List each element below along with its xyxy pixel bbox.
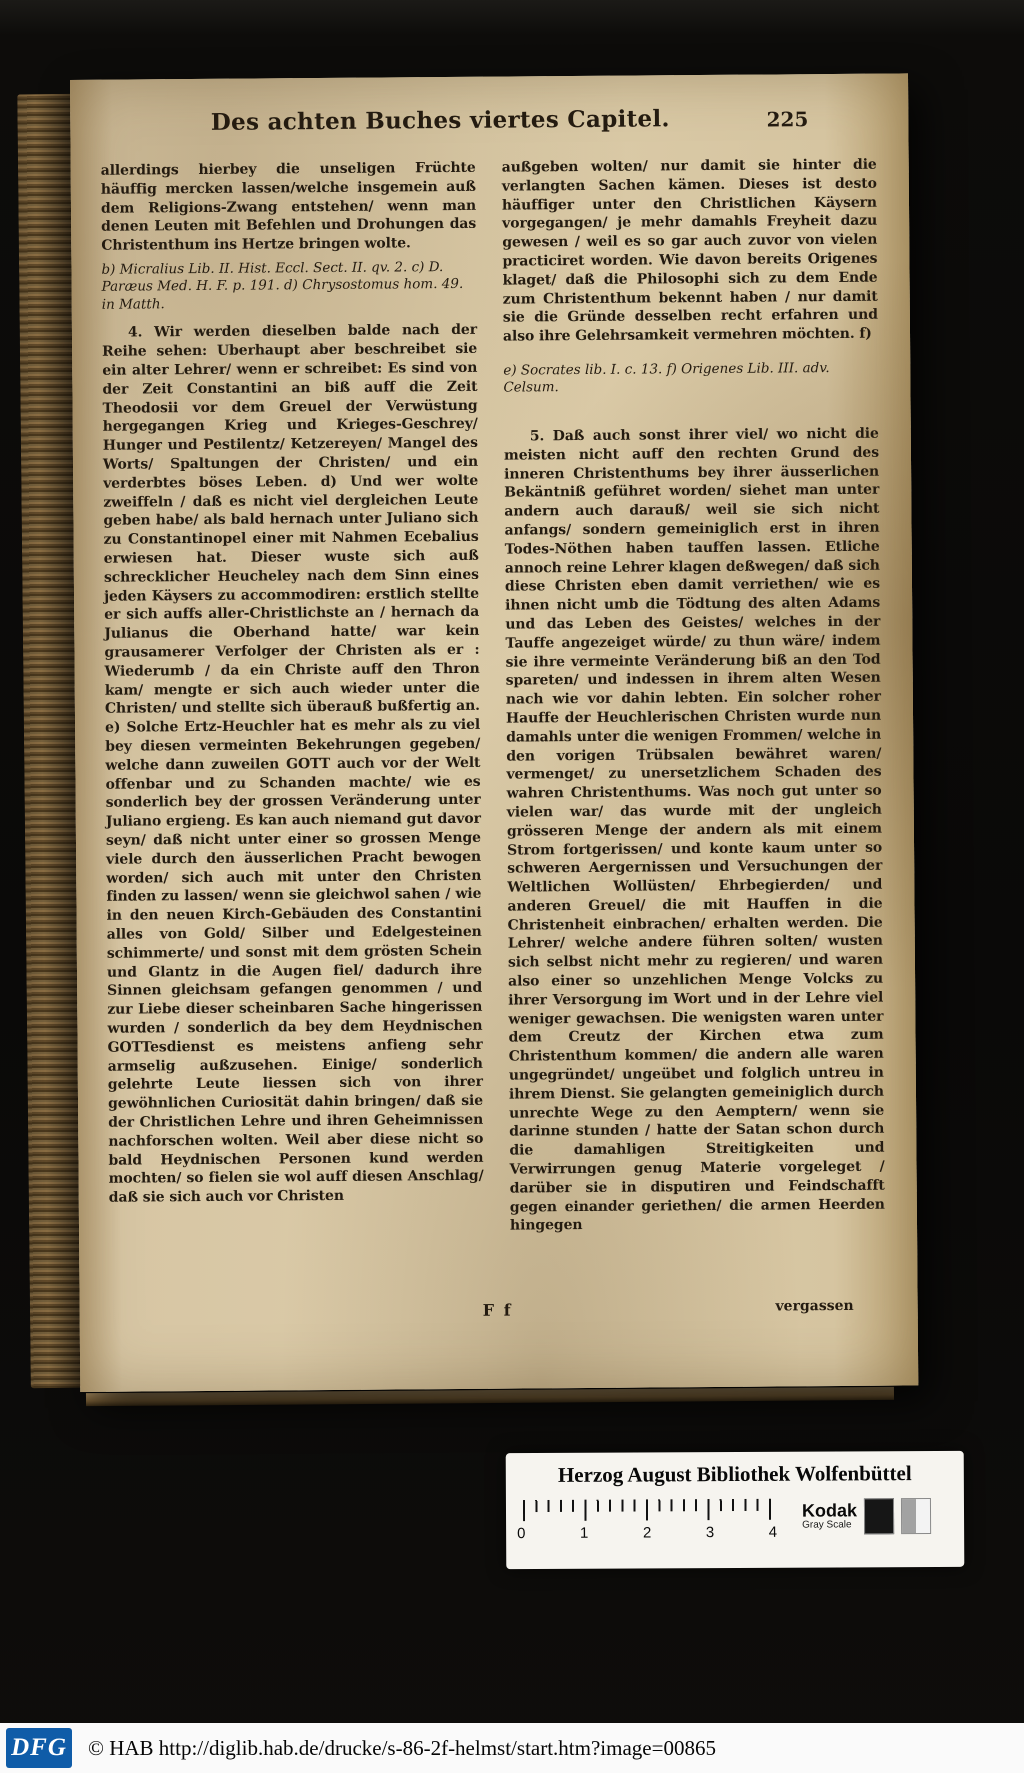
right-continuation-paragraph: außgeben wolten/ nur damit sie hinter die verlangten Sachen kämen. Dieses ist desto häuffiger unter den Christlichen Käysern vorgegangen/ je mehr damahls Freyheit dazu gewesen / weil es so gar auch zuvor von vielen practiciret worden. Wie davon bereits Origenes klaget/ daß die Philosophi sich zu dem Ende zum Christenthum bekennt haben / nur damit sie die Gründe desselben recht erfahren und also ihre Gelehrsamkeit vermehren möchten. f) xyxy=(501,156,878,345)
ruler-number-4: 4 xyxy=(768,1523,778,1541)
ruler xyxy=(520,1499,792,1522)
ruler-numbers xyxy=(517,1524,777,1542)
section-4-paragraph: 4. Wir werden dieselben balde nach der Reihe sehen: Uberhaupt aber beschreibet sie ein alter Lehrer/ wenn er schreibet: Es sind von der Zeit Constantini an biß auff die Zeit Theodosii vor dem Greuel der Verwüstung hergegangen Krieg und Krieges-Geschrey/ Hunger und Pestilentz/ Ketzereyen/ Mangel des Worts/ Spaltungen der Christen/ und ein verderbtes böses Leben. d) Und wer wolte zweiffeln / daß es nicht viel dergleichen Leute geben habe/ als bald hernach unter Juliano sich zu Constantinopel einer mit Nahmen Ecebalius erwiesen hat. Dieser wuste sich auß schrecklicher Heucheley nach dem Sinn eines jeden Käysers zu accommodiren: erstlich stellte er sich auffs aller-Christlichste an / hernach da Julianus die Oberhand hatte/ war kein grausamerer Verfolger der Christen als er : Wiederumb / da ein Christe auff den Thron kam/ mengte er sich auch wieder unter die Christen/ und stellte sich überauß bußfertig an. e) Solche Ertz-Heuchler hat es mehr als zu viel bey diesen vermeinten Bekehrungen gegeben/ welche dann zuweilen GOTT auch vor der Welt offenbar und zu Schanden machte/ wie es sonderlich bey der grossen Veränderung unter Juliano ergieng. Es kan auch niemand gut davor seyn/ daß nicht unter einer so grossen Menge viele durch den äusserlichen Pracht bewogen worden/ sich auch mit unter den Christen finden zu lassen/ wenn sie gleichwol sahen / wie in den neuen Kirch-Gebäuden des Constantini alles von Gold/ Silber und Edelgesteinen schimmerte/ und sonst mit dem grösten Schein und Glantz in die Augen fiel/ dadurch ihre Sinnen gleichsam gefangen genommen / und zur Liebe dieser scheinbaren Sache hingerissen wurden / sonderlich da bey dem Heydnischen GOTTesdienst es meistens anfieng sehr armselig außzusehen. Einige/ sonderlich gelehrte Leute liessen sich von ihrer gewöhnlichen Curiosität dahin bringen/ daß sie der Christlichen Lehre und ihren Geheimnissen nachforschen wolten. Weil aber diese nicht so bald Heydnischen Personen kund werden mochten/ so fielen sie wol auff diesen Anschlag/ daß sie sich auch vor Christen xyxy=(102,322,484,1206)
kodak-text xyxy=(802,1502,857,1532)
ruler-number-0: 0 xyxy=(517,1525,526,1543)
ruler-number-2: 2 xyxy=(642,1524,652,1542)
text-columns xyxy=(99,156,888,1302)
right-footnote: e) Socrates lib. I. c. 13. f) Origenes Lib. III. adv. Celsum. xyxy=(503,360,830,397)
left-continuation-paragraph: allerdings hierbey die unseligen Früchte häuffig mercken lassen/welche insgemein auß dem Religions-Zwang entstehen/ wenn man denen Leuten mit Befehlen und Drohungen das Christenthum ins Hertze bringen wolte. xyxy=(100,159,477,254)
gray-patch-split xyxy=(901,1498,931,1534)
copyright-url: © HAB http://diglib.hab.de/drucke/s-86-2f-helmst/start.htm?image=00865 xyxy=(88,1735,716,1760)
label-row xyxy=(517,1498,950,1543)
left-footnote: b) Micralius Lib. II. Hist. Eccl. Sect. II. qv. 2. c) D. Paræus Med. H. F. p. 191. d) Chrysostomus hom. 49. in Matth. xyxy=(101,259,464,313)
page-foot xyxy=(108,1298,888,1330)
left-column xyxy=(101,159,485,1302)
dfg-logo: DFG xyxy=(6,1728,72,1768)
running-title: Des achten Buches viertes Capitel. xyxy=(210,105,670,136)
kodak-gray-scale xyxy=(802,1498,931,1535)
ruler-number-3: 3 xyxy=(705,1524,715,1542)
section-5-paragraph: 5. Daß auch sonst ihrer viel/ wo nicht die meisten nicht auff den rechten Grund des inneren Christenthums bey ihrer äusserlichen Bekäntniß geführet worden/ siehet man unter andern auch darauß/ weil sie sich nicht anfangs/ sondern gemeiniglich erst in ihren Todes-Nöthen haben tauffen lassen. Etliche annoch reine Lehrer klagen deßwegen/ daß sich diese Christen eben damit verriethen/ wie es ihnen nicht umb die Tödtung des alten Adams und das Leben des Geistes/ welches in der Tauffe angezeiget würde/ zu thun wäre/ indem sie ihre vermeinte Veränderung biß an den Tod spareten/ und indessen in ihrem alten Wesen nach wie vor dahin lebten. Ein solcher roher Hauffe der Heuchlerischen Christen wurde nun damahls unter die wenigen Frommen/ welche in den vorigen Trübsalen bewähret waren/ vermenget/ zu unersetzlichem Schaden des wahren Christenthums. Was noch gut unter so vielen war/ das wurde mit der ungleich grösseren Menge der andern als mit einem Strom fortgerissen/ und konte kaum unter so schweren Aergernissen und Versuchungen der Weltlichen Wollüsten/ Ehrbegierden/ und anderen Greuel/ die mit Hauffen in die Christenheit einbrachen/ erhalten werden. Die Lehrer/ welche andere führen solten/ wusten sich selbst nicht mehr zu regieren/ und waren also einer so unzehlichen Menge Volcks zu ihrer Versorgung im Wort und in der Lehre viel weniger gewachsen. Die wenigsten waren unter dem Creutz der Kirchen etwa zum Christenthum kommen/ die andern alle waren ungegründet/ ungeübet und folglich untreu in ihrem Dienst. Sie gelangten gemeiniglich durch unrechte Wege zu den Aemptern/ wenn sie darinne stunden / hatte der Satan schon durch die damahligen Streitigkeiten und Verwirrungen genug Materie vorgeleget / darüber sie in disputiren und Feindschafft gegen einander geriethen/ die armen Heerden hingegen xyxy=(503,425,885,1235)
footer-bar xyxy=(0,1723,1024,1773)
library-name: Herzog August Bibliothek Wolfenbüttel xyxy=(557,1461,912,1487)
signature-mark: F f xyxy=(482,1300,513,1320)
library-label xyxy=(506,1451,965,1569)
kodak-label: Kodak xyxy=(801,1500,858,1521)
ruler-block xyxy=(517,1499,792,1543)
right-column xyxy=(502,156,886,1299)
page-header xyxy=(98,104,878,148)
book-page xyxy=(70,73,918,1392)
ruler-number-1: 1 xyxy=(579,1524,589,1542)
page-number: 225 xyxy=(766,107,809,132)
gray-patch-dark xyxy=(864,1498,894,1534)
ruler-major-ticks xyxy=(523,1499,772,1521)
catchword: vergassen xyxy=(775,1297,854,1315)
gray-scale-label: Gray Scale xyxy=(802,1519,852,1531)
